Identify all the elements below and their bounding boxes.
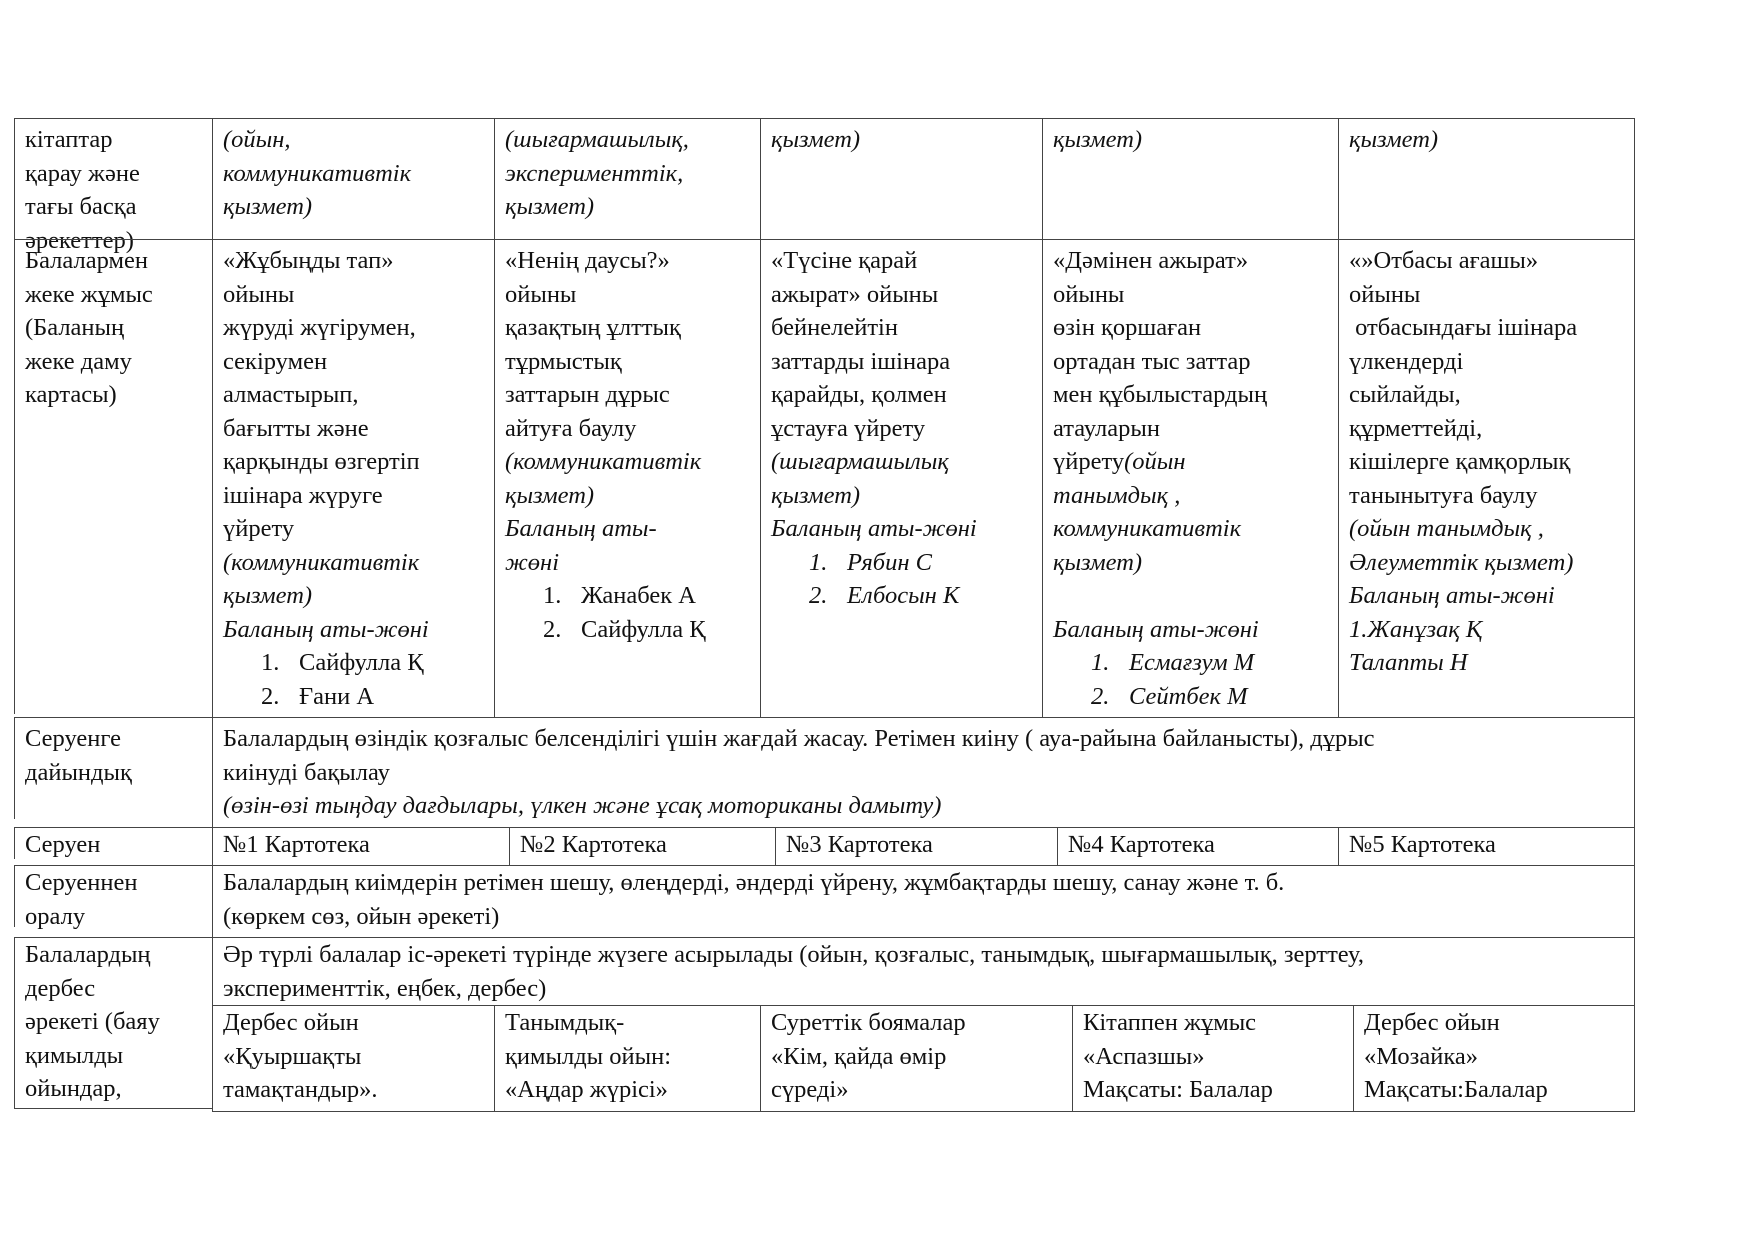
- cell-line: қызмет): [771, 481, 861, 509]
- table-cell: [212, 717, 1635, 827]
- cell-line: Балалардың өзіндік қозғалыс белсенділігі үшін жағдай жасау. Ретімен киіну ( ауа-райына байланысты), дұрыс: [223, 725, 1375, 752]
- table-cell: [760, 239, 1042, 717]
- cell-line: (шығармашылық: [771, 448, 949, 475]
- cell-line: танынытуға баулу: [1349, 481, 1538, 509]
- cell-line: (көркем сөз, ойын әрекеті): [223, 902, 500, 930]
- table-cell: [212, 118, 494, 239]
- list-item: [771, 546, 1032, 580]
- child-name: Сайфулла Қ: [581, 615, 706, 643]
- list-number: 2.: [809, 582, 828, 609]
- activity-cell: [1353, 1005, 1635, 1112]
- table-row: [14, 827, 1635, 866]
- text-span: үйрету: [1053, 448, 1125, 475]
- cell-line: ажырат» ойыны: [771, 280, 939, 308]
- cell-line: заттарын дұрыс: [505, 381, 670, 408]
- cell-line: Дербес ойын: [1364, 1009, 1500, 1036]
- cell-line: Суреттік боямалар: [771, 1009, 966, 1036]
- cell-line: жүруді жүгірумен,: [223, 314, 416, 341]
- cell-line: құрметтейді,: [1349, 414, 1483, 442]
- cell-line: (коммуникативтік: [505, 448, 702, 475]
- walk-card-cell: №3 Картотека: [775, 827, 1057, 866]
- activity-cell: [1072, 1005, 1353, 1112]
- row-header-cell: [14, 717, 212, 819]
- row-header-cell: [14, 118, 212, 254]
- cell-line: ойындар,: [25, 1075, 122, 1102]
- table-cell-group: [212, 937, 1635, 1112]
- list-number: 1.: [543, 582, 562, 609]
- child-name: Елбосын К: [847, 582, 960, 609]
- cell-line: қызмет): [223, 193, 313, 220]
- list-number: 1.: [809, 548, 828, 576]
- child-name: Рябин С: [847, 548, 932, 576]
- cell-line: оралу: [25, 902, 86, 930]
- activity-cell: [494, 1005, 760, 1112]
- cell-line: алмастырып,: [223, 381, 359, 408]
- child-name: Сайфулла Қ: [299, 649, 424, 676]
- cell-line: дайындық: [25, 758, 132, 786]
- cell-line: қимылды: [25, 1041, 124, 1069]
- walk-card-cell: №1 Картотека: [212, 827, 509, 866]
- cell-line: әрекеті (баяу: [25, 1008, 160, 1035]
- cell-line: ішінара жүруге: [223, 481, 383, 509]
- cell-line: «Дәмінен ажырат»: [1053, 247, 1249, 274]
- cell-line: Серуенге: [25, 725, 121, 752]
- cell-line: «Қуыршақты: [223, 1042, 362, 1070]
- cell-line: мен құбылыстардың: [1053, 381, 1268, 408]
- list-item: [1053, 646, 1328, 680]
- cell-line: қарайды, қолмен: [771, 381, 947, 408]
- cell-line: Талапты Н: [1349, 649, 1468, 676]
- text-span: (ойын: [1124, 448, 1186, 475]
- cell-line: «Мозайка»: [1364, 1042, 1478, 1070]
- cell-line: (ойын,: [223, 126, 291, 153]
- row-header-cell: [14, 865, 212, 930]
- table-cell: [212, 937, 1635, 1005]
- cell-line: «»Отбасы ағашы»: [1349, 247, 1539, 274]
- cell-line: картасы): [25, 381, 117, 408]
- cell-line: коммуникативтік: [1053, 515, 1242, 542]
- cell-line: әрекеттер): [25, 226, 134, 254]
- cell-line: кішілерге қамқорлық: [1349, 448, 1571, 475]
- cell-line: қарау және: [25, 159, 140, 187]
- list-item: [505, 613, 750, 647]
- cell-line: қызмет): [771, 126, 861, 153]
- cell-line: жеке жұмыс: [25, 280, 153, 308]
- row-header-cell: Серуен: [14, 827, 212, 859]
- list-number: 2.: [261, 682, 280, 710]
- cell-line: киінуді бақылау: [223, 758, 390, 786]
- table-cell: [760, 118, 1042, 239]
- cell-line: дербес: [25, 974, 96, 1002]
- table-row: [14, 717, 1635, 827]
- cell-line: тамақтандыр».: [223, 1076, 378, 1103]
- cell-line: «Аңдар жүрісі»: [505, 1076, 668, 1103]
- table-cell: [212, 239, 494, 717]
- cell-line: Әр түрлі балалар іс-әрекеті түрінде жүзеге асырылады (ойын, қозғалыс, танымдық, шығармашылық, зерттеу,: [223, 941, 1364, 968]
- cell-line: атауларын: [1053, 414, 1160, 442]
- cell-line: ойыны: [505, 280, 577, 308]
- cell-line: Мақсаты:Балалар: [1364, 1076, 1548, 1103]
- table-cell: [1338, 239, 1635, 717]
- cell-line: «Түсіне қарай: [771, 247, 918, 274]
- table-row: [14, 118, 1635, 254]
- cell-line: отбасындағы ішінара: [1349, 314, 1578, 341]
- table-cell: [1042, 239, 1338, 717]
- cell-line: ойыны: [223, 280, 295, 308]
- child-name: Ғани А: [299, 682, 375, 710]
- cell-line: бейнелейтін: [771, 314, 898, 341]
- cell-line: үлкендерді: [1349, 347, 1464, 375]
- row-header-cell: [14, 937, 212, 1109]
- cell-line: Дербес ойын: [223, 1009, 359, 1036]
- cell-line: «Ненің даусы?»: [505, 247, 670, 274]
- child-name: Жанабек А: [581, 582, 696, 609]
- list-item: [223, 680, 484, 714]
- cell-line: ортадан тыс заттар: [1053, 347, 1251, 375]
- cell-line: (шығармашылық,: [505, 126, 689, 153]
- list-item: [505, 579, 750, 613]
- activity-cell: [760, 1005, 1072, 1112]
- cell-line: Балалардың киімдерін ретімен шешу, өлеңдерді, әндерді үйрену, жұмбақтарды шешу, санау және т. б.: [223, 869, 1285, 896]
- cell-line: (коммуникативтік: [223, 548, 420, 576]
- table-cell: [1042, 118, 1338, 239]
- cell-line: қимылды ойын:: [505, 1042, 671, 1070]
- cell-line: бағытты және: [223, 414, 369, 442]
- table-cell: [212, 865, 1635, 937]
- list-number: 1.: [261, 649, 280, 676]
- cell-line: танымдық ,: [1053, 481, 1181, 509]
- cell-line: (Баланың: [25, 314, 125, 341]
- cell-line: қызмет): [1053, 548, 1143, 576]
- list-item: [771, 579, 1032, 613]
- table-cell: [494, 239, 760, 717]
- cell-line: сүреді»: [771, 1076, 849, 1103]
- list-number: 2.: [543, 615, 562, 643]
- cell-line: Баланың аты-жөні: [1053, 615, 1259, 643]
- schedule-table: [14, 118, 1635, 1112]
- cell-line: үйрету: [223, 515, 295, 542]
- cell-line: қарқынды өзгертіп: [223, 448, 420, 475]
- cell-line: ойыны: [1053, 280, 1125, 308]
- cell-line: қазақтың ұлттық: [505, 314, 681, 341]
- list-item: [223, 646, 484, 680]
- table-cell: [1338, 118, 1635, 239]
- cell-line: коммуникативтік: [223, 159, 412, 187]
- cell-line: қызмет): [223, 582, 313, 609]
- list-number: 1.: [1091, 649, 1110, 676]
- cell-line: қызмет): [1349, 126, 1439, 153]
- walk-card-cell: №2 Картотека: [509, 827, 775, 866]
- cell-line: «Кім, қайда өмір: [771, 1042, 947, 1070]
- cell-line: Танымдық-: [505, 1009, 625, 1036]
- table-row: [14, 937, 1635, 1112]
- list-item: [1053, 680, 1328, 714]
- cell-line: Кітаппен жұмыс: [1083, 1009, 1257, 1036]
- cell-line: Мақсаты: Балалар: [1083, 1076, 1273, 1103]
- row-header-cell: [14, 239, 212, 714]
- cell-line: (өзін-өзі тыңдау дағдылары, үлкен және ұсақ моториканы дамыту): [223, 792, 942, 819]
- table-row: [14, 239, 1635, 717]
- cell-line: қызмет): [1053, 126, 1143, 153]
- activity-cell: [212, 1005, 494, 1112]
- cell-line: қызмет): [505, 481, 595, 509]
- cell-line: Баланың аты-: [505, 515, 657, 542]
- cell-line: тұрмыстық: [505, 347, 622, 375]
- cell-line: қызмет): [505, 193, 595, 220]
- cell-line: «Жұбыңды тап»: [223, 247, 394, 274]
- cell-line: Балалармен: [25, 247, 148, 274]
- cell-line: кітаптар: [25, 126, 113, 153]
- cell-line: Серуеннен: [25, 869, 138, 896]
- cell-line: ойыны: [1349, 280, 1421, 308]
- cell-line: жеке даму: [25, 347, 132, 375]
- cell-line: эксперименттік, еңбек, дербес): [223, 974, 547, 1002]
- table-row: [14, 865, 1635, 937]
- walk-card-cell: №4 Картотека: [1057, 827, 1338, 866]
- cell-line: өзін қоршаған: [1053, 314, 1202, 341]
- cell-line: секірумен: [223, 347, 328, 375]
- cell-line: 1.Жанұзақ Қ: [1349, 615, 1483, 643]
- cell-line: Баланың аты-жөні: [771, 515, 977, 542]
- child-name: Сейтбек М: [1129, 682, 1248, 710]
- cell-line: [1053, 579, 1328, 613]
- cell-line: Әлеуметтік қызмет): [1349, 548, 1574, 576]
- cell-line: сыйлайды,: [1349, 381, 1461, 408]
- cell-line: [1053, 445, 1328, 479]
- cell-line: эксперименттік,: [505, 159, 684, 187]
- cell-line: жөні: [505, 548, 560, 576]
- cell-line: Баланың аты-жөні: [1349, 582, 1555, 609]
- child-name: Есмағзум М: [1129, 649, 1255, 676]
- walk-card-cell: №5 Картотека: [1338, 827, 1635, 866]
- cell-line: ұстауға үйрету: [771, 414, 926, 442]
- cell-line: Балалардың: [25, 941, 151, 968]
- list-number: 2.: [1091, 682, 1110, 710]
- cell-line: «Аспазшы»: [1083, 1042, 1205, 1070]
- cell-line: заттарды ішінара: [771, 347, 951, 375]
- cell-line: (ойын танымдық ,: [1349, 515, 1544, 542]
- cell-line: айтуға баулу: [505, 414, 637, 442]
- cell-line: тағы басқа: [25, 193, 137, 220]
- table-cell: [494, 118, 760, 239]
- cell-line: Баланың аты-жөні: [223, 615, 429, 643]
